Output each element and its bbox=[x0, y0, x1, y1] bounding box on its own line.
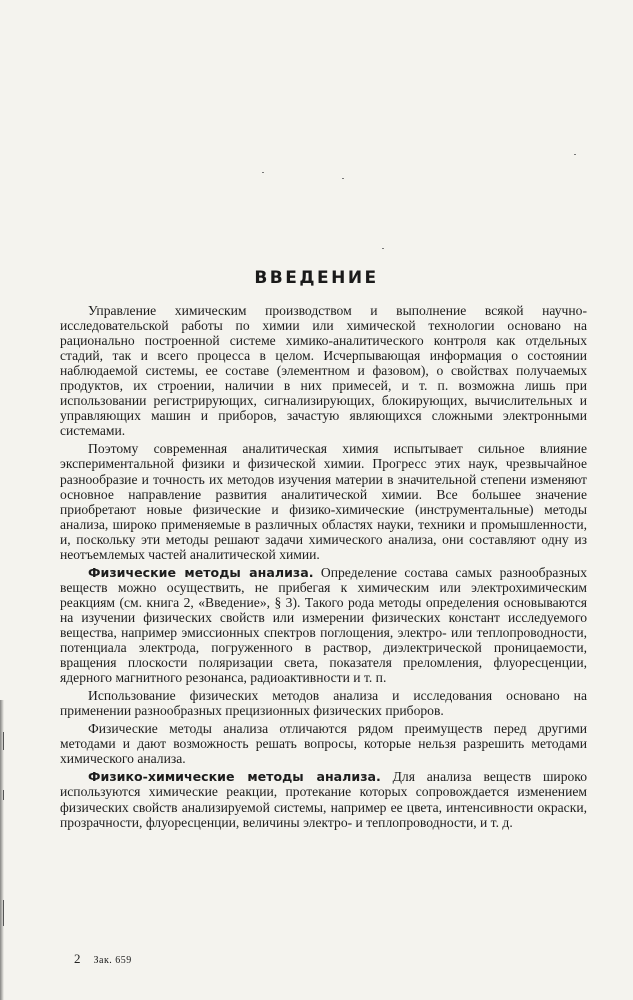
paragraph bbox=[60, 441, 587, 561]
paragraph-lead: Физико-химические методы анализа. bbox=[88, 769, 381, 785]
paragraph bbox=[60, 688, 587, 718]
paragraph-text: Определение состава самых разнообразных веществ можно осуществить, не прибегая к химическим или электрохимическим реакциям (см. книга 2, «Введение», § 3). Такого рода методы определения основываются на изучении физических свойств или измерении физических констант исследуемого вещества, например эмиссионных спектров поглощения, электро- или теплопроводности, потенциала электрода, погруженного в раствор, диэлектрической проницаемости, вращения плоскости поляризации света, показателя преломления, флуоресценции, ядерного магнитного резонанса, радиоактивности и т. п. bbox=[60, 564, 587, 686]
paragraph bbox=[60, 565, 587, 685]
paragraph-text: Физические методы анализа отличаются рядом преимуществ перед другими методами и дают возможность решать вопросы, которые нельзя разрешить методами химического анализа. bbox=[60, 721, 587, 767]
paragraph bbox=[60, 303, 587, 438]
body-text bbox=[60, 303, 587, 833]
scan-speck bbox=[382, 248, 384, 249]
edge-mark bbox=[3, 732, 4, 750]
edge-mark bbox=[3, 790, 4, 800]
paragraph-text: Управление химическим производством и выполнение всякой научно-исследовательской работы по химии или химической технологии основано на рационально построенной системе химико-аналитического контроля как отдельных стадий, так и всего процесса в целом. Исчерпывающая информация о состоянии наблюдаемой системы, ее составе (элементном и фазовом), о свойствах получаемых продуктов, их строении, наличии в них примесей, и т. п. возможна лишь при использовании регистрирующих, сигнализирующих, блокирующих, вычислительных и управляющих машин и приборов, зачастую являющихся сложными электронными системами. bbox=[60, 303, 587, 439]
paragraph-lead: Физические методы анализа. bbox=[88, 564, 314, 580]
signature-number: 2 bbox=[74, 951, 81, 966]
paragraph bbox=[60, 721, 587, 766]
scan-speck bbox=[342, 178, 344, 179]
paragraph bbox=[60, 769, 587, 829]
scan-speck bbox=[574, 154, 576, 155]
paragraph-text: Для анализа веществ широко используются химические реакции, протекание которых сопровождается изменением физических свойств анализируемой системы, например ее цвета, интенсивности окраски, прозрачности, флуоресценции, величины электро- и теплопроводности, и т. д. bbox=[60, 769, 587, 830]
paragraph-text: Поэтому современная аналитическая химия испытывает сильное влияние экспериментальной физики и физической химии. Прогресс этих наук, чрезвычайное разнообразие и точность их методов изучения материи в значительной степени изменяют основное направление развития аналитической химии. Все большее значение приобретают новые физические и физико-химические (инструментальные) методы анализа, широко применяемые в различных областях науки, техники и промышленности, и, поскольку эти методы решают задачи химического анализа, они составляют одну из неотъемлемых частей аналитической химии. bbox=[60, 441, 587, 562]
page-title: ВВЕДЕНИЕ bbox=[254, 268, 379, 288]
page-footer bbox=[74, 951, 132, 967]
paragraph-text: Использование физических методов анализа и исследования основано на применении разнообразных прецизионных физических приборов. bbox=[60, 688, 587, 719]
scan-speck bbox=[262, 172, 264, 173]
edge-mark bbox=[3, 900, 4, 926]
print-order-mark: Зак. 659 bbox=[93, 955, 132, 966]
